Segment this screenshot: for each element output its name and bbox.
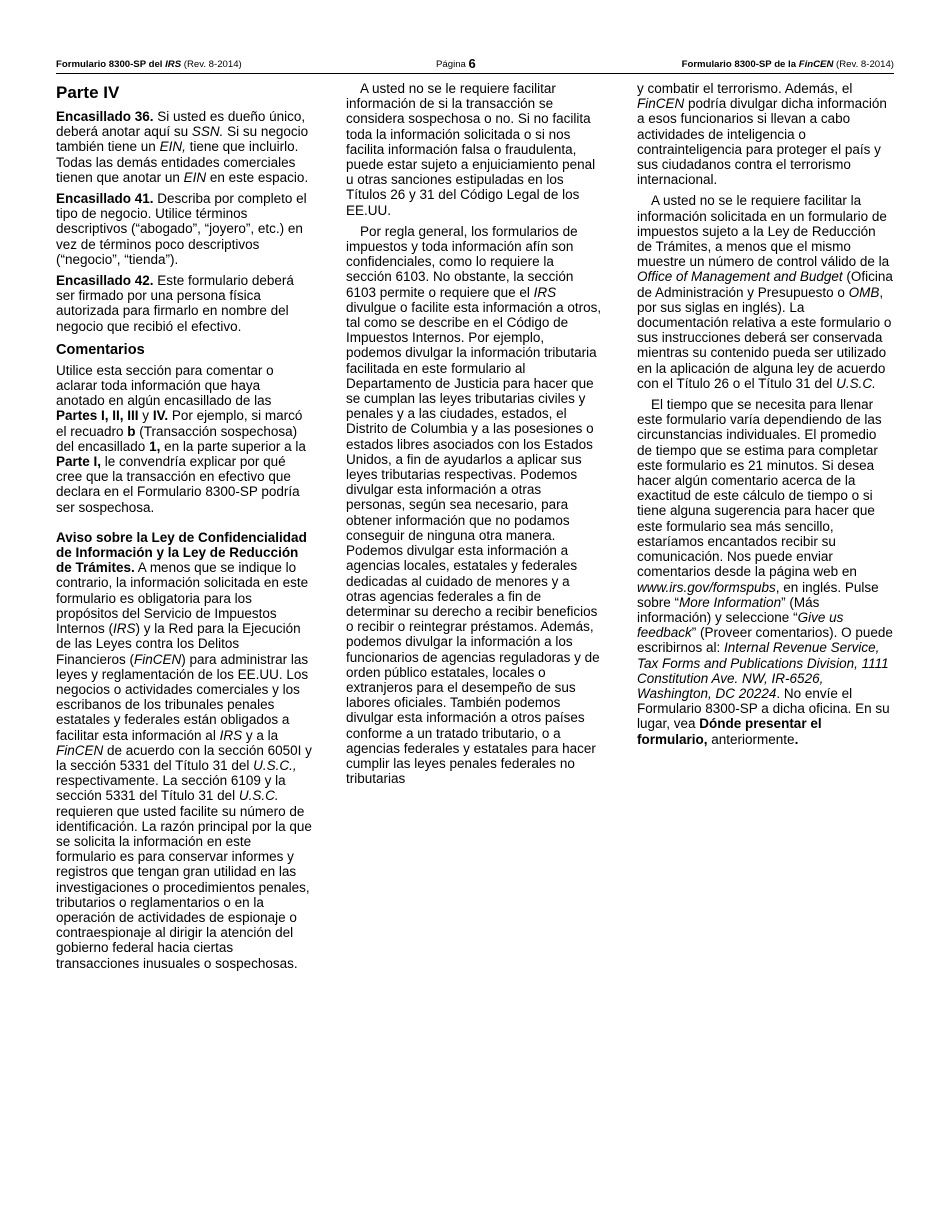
paperwork-paragraph: A usted no se le requiere facilitar la información solicitada en un formulario de impuestos sujeto a la Ley de Reducción de Trámites, a menos que el mismo muestre un número de control válido de la Office of Management and Budget (Oficina de Administración y Presupuesto o OMB, por sus siglas en inglés). La documentación relativa a este formulario o sus instrucciones deberá ser conservada mientras su contenido pueda ser utilizado en la aplicación de alguna ley de acuerdo con el Título 26 o el Título 31 del U.S.C. [637,193,893,391]
confidentiality-paragraph: Por regla general, los formularios de impuestos y toda información afín son confidenciales, como lo requiere la sección 6103. No obstante, la sección 6103 permite o requiere que el IRS divulgue o facilite esta información a otros, tal como se describe en el Código de Impuestos Internos. Por ejemplo, podemos divulgar la información tributaria facilitada en este formulario al Departamento de Justicia para hacer que se cumplan las leyes tributarias civiles y penales y a las ciudades, estados, el Distrito de Columbia y a las posesiones o estados libres asociados con los Estados Unidos, a fin de ayudarlos a aplicar sus leyes tributarias respectivas. Podemos divulgar esta información a otras personas, según sea necesario, para obtener información que no podamos conseguir de ninguna otra manera. Podemos divulgar esta información a agencias locales, estatales y federales dedicadas al cuidado de menores y a otras agencias federales a fin de determinar su derecho a recibir beneficios o recibir o reintegrar préstamos. Además, podemos divulgar la información a los funcionarios de agencias reguladoras y de orden público estatales, locales o extranjeros para el desempeño de sus labores oficiales. También podemos divulgar esta información a otros países conforme a un tratado tributario, o a agencias federales y estatales para hacer cumplir las leyes penales federales no tributarias [346,223,602,787]
box-36-paragraph: Encasillado 36. Si usted es dueño único, deberá anotar aquí su SSN. Si su negocio también tiene un EIN, tiene que incluirlo. Todas las demás entidades comerciales tienen que anotar un EIN en este espacio. [56,109,309,185]
not-required-paragraph: A usted no se le requiere facilitar información de si la transacción se considera sospechosa o no. Si no facilita toda la información solicitada o si nos facilita información falsa o fraudulenta, puede estar sujeto a enjuiciamiento penal u otras sanciones estipuladas en los Títulos 26 y 31 del Código Legal de los EE.UU. [346,81,596,218]
time-estimate-paragraph: El tiempo que se necesita para llenar este formulario varía dependiendo de las circunstancias individuales. El promedio de tiempo que se estima para completar este formulario es 21 minutos. Si desea hacer algún comentario acerca de la exactitud de este cálculo de tiempo o si tiene alguna sugerencia para hacer que este formulario sea más sencillo, estaríamos encantados recibir su comunicación. Nos puede enviar comentarios desde la página web en www.irs.gov/formspubs, en inglés. Pulse sobre “More Information” (Más información) y seleccione “Give us feedback” (Proveer comentarios). O puede escribirnos al: Internal Revenue Service, Tax Forms and Publications Division, 1111 Constitution Ave. NW, IR-6526, Washington, DC 20224. No envíe el Formulario 8300-SP a dicha oficina. En su lugar, vea Dónde presentar el formulario, anteriormente. [637,397,893,747]
header-left-form: Formulario 8300-SP del [56,59,166,70]
terrorism-paragraph: y combatir el terrorismo. Además, el FinCEN podría divulgar dicha información a esos funcionarios si llevan a cabo actividades de inteligencia o contrainteligencia para proteger el país y sus ciudadanos contra el terrorismo internacional. [637,81,887,188]
box-41-paragraph: Encasillado 41. Describa por completo el tipo de negocio. Utilice términos descriptivos (“abogado”, “joyero”, etc.) en vez de términos poco descriptivos (“negocio”, “tienda”). [56,191,307,267]
box-42-paragraph: Encasillado 42. Este formulario deberá ser firmado por una persona física autorizada para firmarlo en nombre del negocio que recibió el efectivo. [56,273,294,334]
part-iv-heading: Parte IV [56,83,120,102]
comentarios-heading: Comentarios [56,341,145,358]
page-number: 6 [468,56,476,71]
mailing-address: Internal Revenue Service, Tax Forms and Publications Division, 1111 Constitution Ave. NW, IR-6526, Washington, DC 20224 [637,640,889,701]
header-left-rev: (Rev. 8-2014) [181,59,242,70]
header-left [56,57,242,73]
column-1 [56,81,312,977]
page-label: Página [436,59,469,70]
header-right [682,57,894,73]
column-2 [346,81,602,792]
header-right-rev: (Rev. 8-2014) [833,59,894,70]
column-3 [637,81,893,753]
comentarios-paragraph: Utilice esta sección para comentar o aclarar toda información que haya anotado en algún encasillado de las Partes I, II, III y IV. Por ejemplo, si marcó el recuadro b (Transacción sospechosa) del encasillado 1, en la parte superior a la Parte I, le convendría explicar por qué cree que la transacción en efectivo que declara en el Formulario 8300-SP podría ser sospechosa. [56,362,306,515]
privacy-notice-paragraph: Aviso sobre la Ley de Confidencialidad de Información y la Ley de Reducción de Trámites. A menos que se indique lo contrario, la información solicitada en este formulario es obligatoria para los propósitos del Servicio de Impuestos Internos (IRS) y la Red para la Ejecución de las Leyes contra los Delitos Financieros (FinCEN) para administrar las leyes y reglamentación de los EE.UU. Los negocios o actividades comerciales y los escribanos de los tribunales penales estatales y federales están obligados a facilitar esta información al IRS y a la FinCEN de acuerdo con la sección 6050I y la sección 5331 del Título 31 del U.S.C., respectivamente. La sección 6109 y la sección 5331 del Título 31 del U.S.C. requieren que usted facilite su número de identificación. La razón principal por la que se solicita la información en este formulario es para conservar informes y registros que tengan gran utilidad en las investigaciones o procedimientos penales, tributarios o reglamentarios o en la operación de actividades de espionaje o contraespionaje al dirigir la atención del gobierno federal hacia ciertas transacciones inusuales o sospechosas. [56,529,312,971]
header-right-agency: FinCEN [798,59,834,70]
header-left-agency: IRS [165,59,182,70]
privacy-notice-heading: Aviso sobre la Ley de Confidencialidad de Información y la Ley de Reducción de Trámites. [56,529,307,576]
formspubs-link: www.irs.gov/formspubs [637,579,776,595]
header-rule [56,73,894,74]
header-right-form: Formulario 8300-SP de la [681,59,799,70]
header-page-number [436,56,476,73]
page-header [56,56,894,72]
